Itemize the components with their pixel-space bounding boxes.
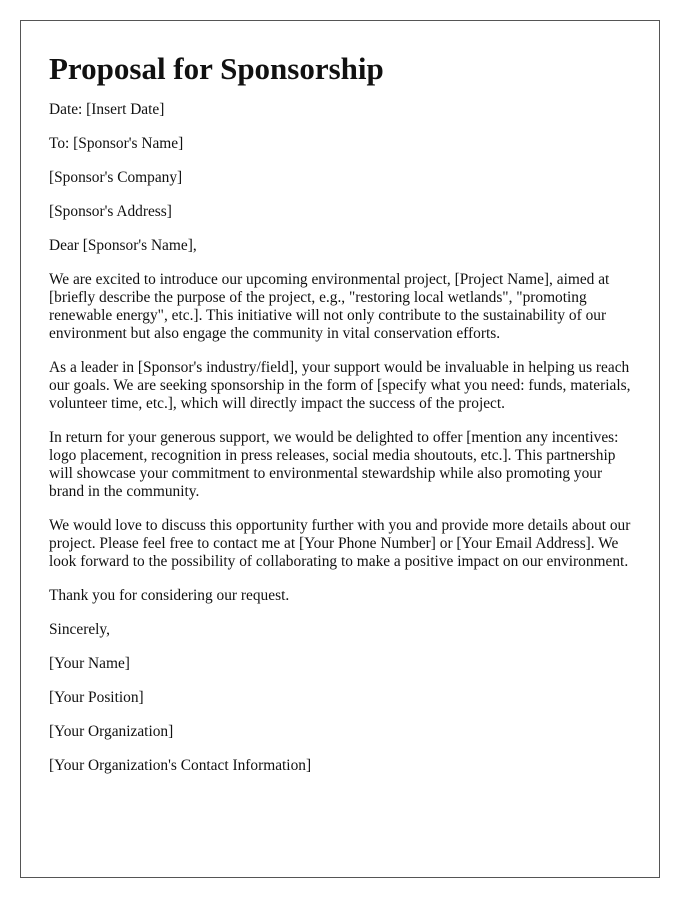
body-paragraph-contact: We would love to discuss this opportunity further with you and provide more details about our project. Please feel free to contact me at [Your Phone Number] or [Your Email Address]. We look forward to the possibility of collaborating to make a positive impact on our environment. <box>49 517 631 570</box>
signature-organization: [Your Organization] <box>49 723 174 740</box>
body-paragraph-intro: We are excited to introduce our upcoming environmental project, [Project Name], aimed at [briefly describe the purpose of the project, e.g., "restoring local wetlands", "promoting renewable energy", etc.]. This initiative will not only contribute to the sustainability of our environment but also engage the community in vital conservation efforts. <box>49 271 610 342</box>
recipient-address: [Sponsor's Address] <box>49 203 172 220</box>
thank-you-line: Thank you for considering our request. <box>49 587 290 604</box>
recipient-name: To: [Sponsor's Name] <box>49 135 184 152</box>
signature-position: [Your Position] <box>49 689 144 706</box>
closing-line: Sincerely, <box>49 621 110 638</box>
recipient-company: [Sponsor's Company] <box>49 169 183 186</box>
letter-page <box>20 20 660 878</box>
salutation: Dear [Sponsor's Name], <box>49 237 197 254</box>
signature-contact: [Your Organization's Contact Information] <box>49 757 312 774</box>
body-paragraph-request: As a leader in [Sponsor's industry/field], your support would be invaluable in helping us reach our goals. We are seeking sponsorship in the form of [specify what you need: funds, materials, volunteer time, etc.], which will directly impact the success of the project. <box>49 359 631 412</box>
body-paragraph-benefits: In return for your generous support, we would be delighted to offer [mention any incentives: logo placement, recognition in press releases, social media shoutouts, etc.]. This partnership will showcase your commitment to environmental stewardship while also promoting your brand in the community. <box>49 429 619 500</box>
document-title: Proposal for Sponsorship <box>49 51 384 86</box>
date-line: Date: [Insert Date] <box>49 101 165 118</box>
signature-name: [Your Name] <box>49 655 130 672</box>
